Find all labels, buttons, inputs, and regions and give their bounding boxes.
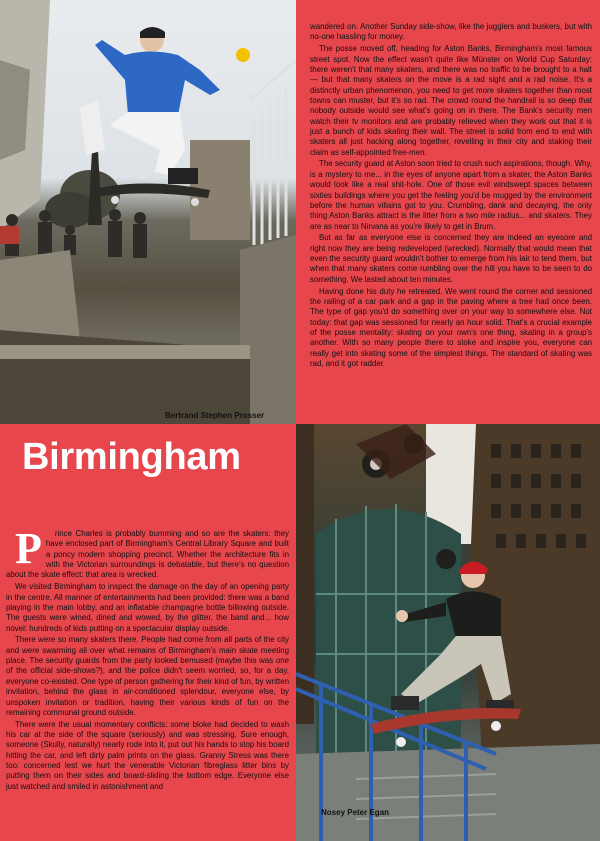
photo-credit-top: Bertrand Stephen Prosser [165, 411, 265, 420]
paragraph: The security guard at Aston soon tried to crush such aspirations, though. Why, is a mystery to me... in the eyes of anyone apart from a skater, the Aston Banks would look like a real shit-hole. One of those evil windswept spaces between sixties buildings where you get the feeling you'd be mugged by the environment before the human villains got to you. Crumbling, dank and decaying, the only thing Aston Banks attract is the litter from a two mile radius... and skaters. They are as near to Nirvana as you're likely to get in Brum. [310, 159, 592, 231]
paragraph: We visited Birmingham to inspect the damage on the day of an opening party in the centre. All manner of entertainments had been provided: there was a band playing in the main lobby, and an inflatable champagne bottle billowing outside. The guests were wined, dined and wowed, by the glitter, the band and... how novel: hundreds of kids putting on a spectacular display outside. [6, 582, 289, 633]
paragraph: Having done his duty he retreated. We went round the corner and sessioned the railing of a car park and a gap in the paving where a tree had once been. The type of gap you'd do something over on your way to somewhere else. Not today: that gap was sessioned for nearly an hour solid. That's a crucial example of the posse mentality: skating on your own's one thing, skating in a group's another. With so many people there to stoke and inspire you, everyone can really get into skating some of the simplest things. The standard of skating was rad, and it got radder. [310, 286, 592, 368]
skater-photo-bottom [296, 424, 600, 841]
paragraph: There were so many skaters there. People had come from all parts of the city and were swarming all over what remains of Birmingham's main skate meeting place. The security guards from the party looked bemused (maybe this was one of the official side-shows?), and the police didn't seem worried, so, for a day, everyone co-existed. One type of person gathering for their kind of fun, by written invitation, behind the glass in air-conditioned splendour, everyone else, by unspoken invitation or tradition, having their various kinds of fun on the remaining communal ground outside. [6, 635, 289, 717]
drop-cap: P [15, 524, 42, 573]
intro-paragraph [6, 524, 289, 581]
skater-photo-top-illustration [0, 0, 296, 424]
paragraph: The posse moved off, heading for Aston Banks, Birmingham's most famous street spot. Now the effect wasn't quite like Münster on World Cup Saturday: there weren't that many skaters, and there was no traffic to be brought to a halt — but that many skaters on the move is a rad sight and a rad noise. It's a distinctly urban phenomenon, you need to get more skaters together than most towns can muster, but it's so rad. The crowd round the handrail is so deep that nobody outside would see what's going on in there. The Bank's security men watch their tv monitors and are probably relieved when they work out that it is just a bunch of kids skating their wall. The street is solid from end to end with skaters all just hacking along together, revelling in their city and staking their claim as self-appointed free-men. [310, 44, 592, 157]
article-title-line1: Birmingham [22, 436, 241, 478]
skater-photo-top [0, 0, 296, 424]
paragraph: But as far as everyone else is concerned they are indeed an eyesore and right now they are being redeveloped (wrecked). Normally that would mean that even the security guard wouldn't bother to emerge from his lair to tend them, but when that many skaters come rumbling over the hill you have to be seen to do something. We lasted about ten minutes. [310, 233, 592, 284]
article-text-right [296, 0, 600, 424]
skater-photo-bottom-illustration [296, 424, 600, 841]
photo-credit-bottom: Nosey Peter Egan [321, 808, 390, 817]
article-body-left [6, 524, 289, 794]
paragraph: wandered on. Another Sunday side-show, like the jugglers and buskers, but with no-one hassling for money. [310, 22, 592, 42]
intro-text: rince Charles is probably bumming and so are the skaters: they have enclosed part of Birmingham's Central Library Square and built a poncy modern shopping precinct. Whether the architecture fits in with the Victorian surroundings is debatable, but there's no question about the skate effect: that area is wrecked. [6, 529, 289, 580]
paragraph: There were the usual momentary conflicts: some bloke had decided to wash his car at the side of the square (seriously) and was stressing. Sure enough, someone (Skully, naturally) nearly rode into it, put out his hands to stop his board hitting the car, and left dirty palm prints on the glass. Granny Stress was there too: concerned lest we hurt the venerable Victorian fibreglass litter bins by putting them on their sides and board-sliding the bottom edge. Everyone else just watched and smiled in astonishment and [6, 719, 289, 791]
